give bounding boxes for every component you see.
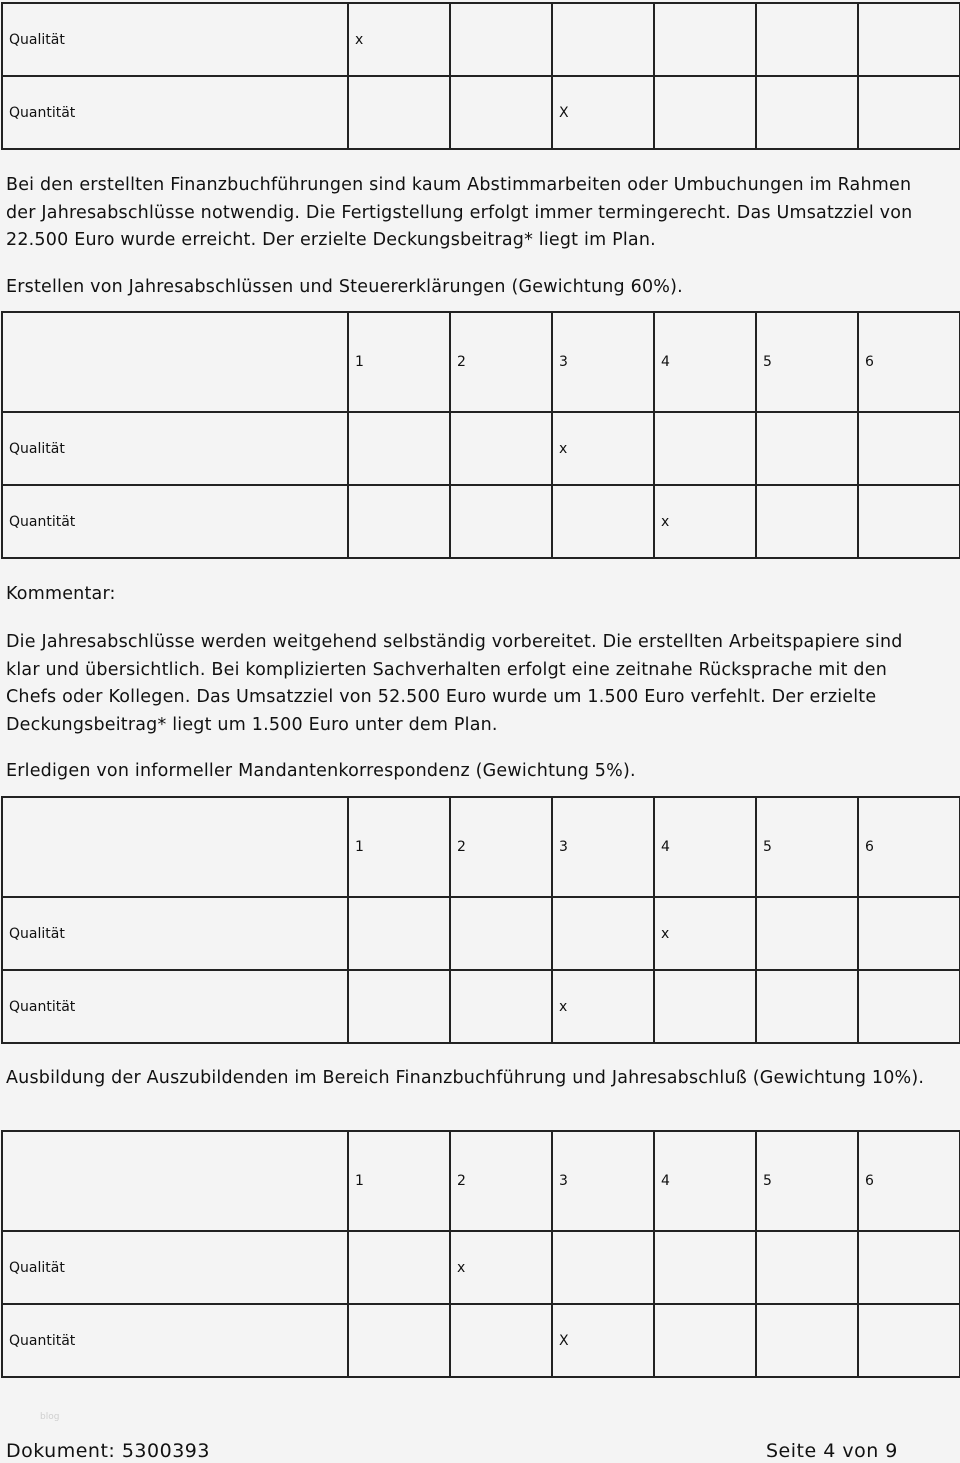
rating-cell bbox=[450, 485, 552, 558]
header-cell: 2 bbox=[450, 1131, 552, 1231]
rating-cell bbox=[756, 897, 858, 970]
row-label: Quantität bbox=[2, 1304, 348, 1377]
row-label: Qualität bbox=[2, 3, 348, 76]
rating-cell bbox=[348, 1231, 450, 1304]
rating-cell bbox=[858, 970, 960, 1043]
rating-cell: x bbox=[654, 485, 756, 558]
row-label: Quantität bbox=[2, 970, 348, 1043]
rating-cell bbox=[756, 970, 858, 1043]
rating-table bbox=[1, 311, 960, 559]
header-cell: 6 bbox=[858, 312, 960, 412]
rating-cell bbox=[654, 1304, 756, 1377]
rating-cell bbox=[858, 3, 960, 76]
header-cell: 4 bbox=[654, 312, 756, 412]
rating-cell bbox=[552, 3, 654, 76]
table-row bbox=[2, 970, 960, 1043]
rating-table bbox=[1, 796, 960, 1044]
rating-cell: x bbox=[552, 970, 654, 1043]
table-row bbox=[2, 412, 960, 485]
header-cell: 5 bbox=[756, 797, 858, 897]
rating-cell bbox=[348, 76, 450, 149]
rating-cell bbox=[858, 76, 960, 149]
header-cell bbox=[2, 797, 348, 897]
rating-cell bbox=[348, 1304, 450, 1377]
rating-cell bbox=[450, 3, 552, 76]
rating-cell: X bbox=[552, 1304, 654, 1377]
table-row bbox=[2, 897, 960, 970]
rating-cell bbox=[552, 485, 654, 558]
section-heading: Erstellen von Jahresabschlüssen und Steuererklärungen (Gewichtung 60%). bbox=[6, 277, 683, 297]
header-cell: 1 bbox=[348, 1131, 450, 1231]
rating-cell bbox=[348, 485, 450, 558]
rating-cell bbox=[654, 970, 756, 1043]
table-row bbox=[2, 1304, 960, 1377]
row-label: Qualität bbox=[2, 412, 348, 485]
row-label: Quantität bbox=[2, 485, 348, 558]
table-header-row bbox=[2, 312, 960, 412]
table-row bbox=[2, 485, 960, 558]
header-cell: 3 bbox=[552, 1131, 654, 1231]
header-cell: 2 bbox=[450, 312, 552, 412]
header-cell bbox=[2, 1131, 348, 1231]
rating-cell bbox=[756, 485, 858, 558]
header-cell: 3 bbox=[552, 312, 654, 412]
rating-cell bbox=[552, 1231, 654, 1304]
comment-paragraph: Bei den erstellten Finanzbuchführungen sind kaum Abstimmarbeiten oder Umbuchungen im Rahmen der Jahresabschlüsse notwendig. Die Fertigstellung erfolgt immer termingerecht. Das Umsatzziel von 22.500 Euro wurde erreicht. Der erzielte Deckungsbeitrag* liegt im Plan. bbox=[6, 175, 913, 250]
rating-cell bbox=[756, 1304, 858, 1377]
table-row bbox=[2, 76, 960, 149]
rating-cell bbox=[450, 1304, 552, 1377]
section-heading: Erledigen von informeller Mandantenkorrespondenz (Gewichtung 5%). bbox=[6, 761, 636, 781]
row-label: Qualität bbox=[2, 1231, 348, 1304]
table-row bbox=[2, 3, 960, 76]
rating-cell bbox=[858, 485, 960, 558]
rating-cell bbox=[756, 76, 858, 149]
rating-cell: x bbox=[450, 1231, 552, 1304]
rating-cell bbox=[348, 897, 450, 970]
rating-cell bbox=[756, 3, 858, 76]
header-cell: 6 bbox=[858, 797, 960, 897]
rating-cell bbox=[450, 897, 552, 970]
header-cell: 1 bbox=[348, 312, 450, 412]
rating-cell bbox=[858, 412, 960, 485]
rating-cell bbox=[348, 412, 450, 485]
header-cell: 5 bbox=[756, 312, 858, 412]
rating-cell bbox=[654, 3, 756, 76]
rating-table-top bbox=[1, 2, 960, 150]
header-cell: 3 bbox=[552, 797, 654, 897]
rating-cell: x bbox=[552, 412, 654, 485]
rating-cell: X bbox=[552, 76, 654, 149]
rating-cell: x bbox=[654, 897, 756, 970]
rating-cell bbox=[348, 970, 450, 1043]
header-cell: 2 bbox=[450, 797, 552, 897]
watermark-logo: blog bbox=[40, 1412, 60, 1422]
header-cell: 4 bbox=[654, 797, 756, 897]
row-label: Qualität bbox=[2, 897, 348, 970]
footer-page-number: Seite 4 von 9 bbox=[766, 1440, 898, 1462]
header-cell: 4 bbox=[654, 1131, 756, 1231]
rating-cell bbox=[450, 970, 552, 1043]
row-label: Quantität bbox=[2, 76, 348, 149]
rating-cell bbox=[450, 76, 552, 149]
rating-table bbox=[1, 1130, 960, 1378]
table-header-row bbox=[2, 1131, 960, 1231]
comment-paragraph: Die Jahresabschlüsse werden weitgehend selbständig vorbereitet. Die erstellten Arbeitspapiere sind klar und übersichtlich. Bei komplizierten Sachverhalten erfolgt eine zeitnahe Rücksprache mit den Chefs oder Kollegen. Das Umsatzziel von 52.500 Euro wurde um 1.500 Euro verfehlt. Der erzielte Deckungsbeitrag* liegt um 1.500 Euro unter dem Plan. bbox=[6, 632, 903, 735]
rating-cell bbox=[756, 412, 858, 485]
rating-cell bbox=[858, 1231, 960, 1304]
header-cell: 1 bbox=[348, 797, 450, 897]
rating-cell bbox=[858, 1304, 960, 1377]
header-cell: 6 bbox=[858, 1131, 960, 1231]
rating-cell bbox=[654, 76, 756, 149]
header-cell: 5 bbox=[756, 1131, 858, 1231]
rating-cell bbox=[450, 412, 552, 485]
rating-cell bbox=[858, 897, 960, 970]
table-header-row bbox=[2, 797, 960, 897]
table-row bbox=[2, 1231, 960, 1304]
rating-cell bbox=[756, 1231, 858, 1304]
header-cell bbox=[2, 312, 348, 412]
footer-document-id: Dokument: 5300393 bbox=[6, 1440, 210, 1462]
comment-label: Kommentar: bbox=[6, 584, 116, 604]
section-heading: Ausbildung der Auszubildenden im Bereich Finanzbuchführung und Jahresabschluß (Gewichtung 10%). bbox=[6, 1068, 925, 1088]
rating-cell bbox=[654, 412, 756, 485]
rating-cell: x bbox=[348, 3, 450, 76]
rating-cell bbox=[654, 1231, 756, 1304]
rating-cell bbox=[552, 897, 654, 970]
